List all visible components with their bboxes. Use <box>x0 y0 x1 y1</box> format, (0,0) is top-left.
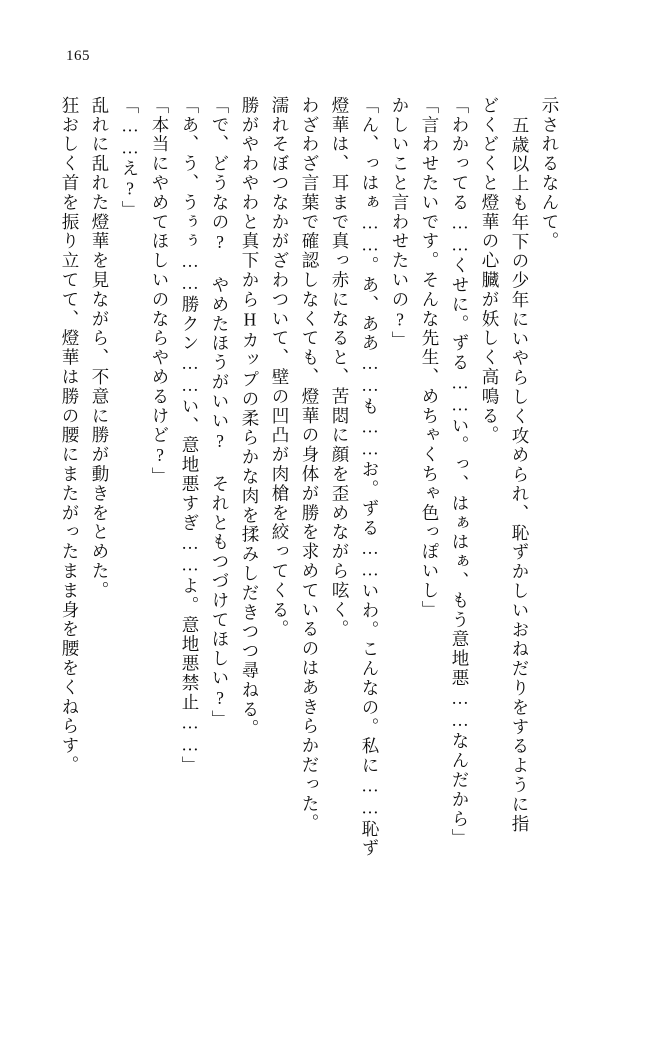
vertical-text-body <box>48 96 628 996</box>
text-column: 「あ、う、うぅぅ……勝クン……い、意地悪すぎ……よ。意地悪禁止……」 <box>180 96 200 776</box>
text-column: 乱れに乱れた燈華を見ながら、不意に勝が動きをとめた。 <box>90 96 110 601</box>
text-column: 「……え?」 <box>120 96 140 220</box>
text-column: どくどくと燈華の心臓が妖しく高鳴る。 <box>480 96 500 446</box>
text-column: 「ん、っはぁ……。あ、ああ……も……お。ずる……いわ。こんなの。私に……恥ず <box>360 96 380 859</box>
text-column: わざわざ言葉で確認しなくても、燈華の身体が勝を求めているのはあきらかだった。 <box>300 96 320 834</box>
text-column: 示されるなんて。 <box>540 96 560 252</box>
text-column: 五歳以上も年下の少年にいやらしく攻められ、恥ずかしいおねだりをするように指 <box>510 116 530 834</box>
text-column: 「わかってる……くせに。ずる……い。っ、はぁはぁ、もう意地悪……なんだから」 <box>450 96 470 849</box>
text-column: 「で、どうなの? やめたほうがいい? それともつづけてほしい?」 <box>210 96 230 730</box>
text-column: 狂おしく首を振り立てて、燈華は勝の腰にまたがったまま身を腰をくねらす。 <box>60 96 80 775</box>
text-column: 「本当にやめてほしいのならやめるけど?」 <box>150 96 170 487</box>
page-number: 165 <box>66 48 90 64</box>
text-column: 勝がやわやわと真下からHカップの柔らかな肉を揉みしだきつつ尋ねる。 <box>240 96 260 739</box>
text-column: 燈華は、耳まで真っ赤になると、苦悶に顔を歪めながら呟く。 <box>330 96 350 640</box>
text-column: 濡れそぼつなかがざわついて、壁の凹凸が肉槍を絞ってくる。 <box>270 96 290 640</box>
text-column: かしいこと言わせたいの?」 <box>390 96 410 351</box>
text-column: 「言わせたいです。そんな先生、めちゃくちゃ色っぽいし」 <box>420 96 440 620</box>
